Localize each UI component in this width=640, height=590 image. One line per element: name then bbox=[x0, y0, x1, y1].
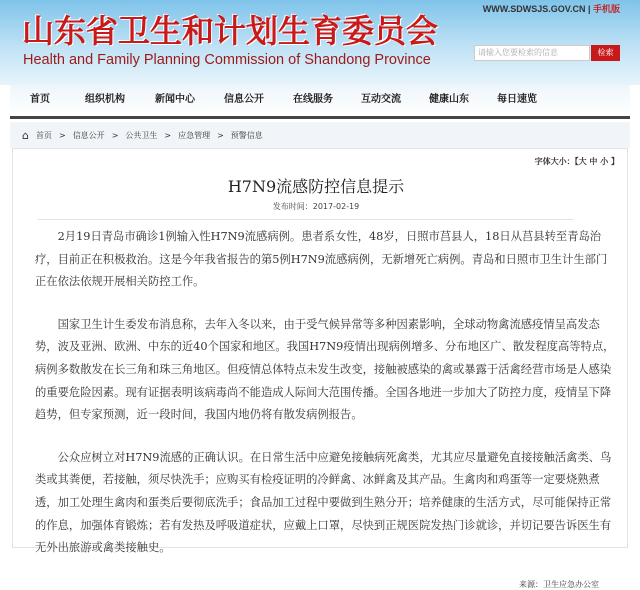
site-url bbox=[483, 4, 620, 15]
nav-daily[interactable]: 每日速览 bbox=[497, 94, 537, 105]
nav-healthy-shandong[interactable]: 健康山东 bbox=[429, 94, 469, 105]
url-text: WWW.SDWSJS.GOV.CN | bbox=[482, 4, 593, 14]
breadcrumb-info-public[interactable]: 信息公开 bbox=[72, 130, 105, 140]
site-header bbox=[0, 0, 640, 85]
site-title: 山东省卫生和计划生育委员会 bbox=[22, 12, 439, 50]
nav-interaction[interactable]: 互动交流 bbox=[361, 94, 401, 105]
breadcrumb-public-health[interactable]: 公共卫生 bbox=[125, 130, 158, 140]
breadcrumb-home[interactable]: 首页 bbox=[35, 130, 52, 140]
article-source: 来源：卫生应急办公室 bbox=[519, 579, 599, 589]
breadcrumb-separator: > bbox=[164, 130, 172, 140]
publish-date: 发布时间：2017-02-19 bbox=[272, 202, 360, 211]
mobile-link[interactable]: 手机版 bbox=[592, 4, 620, 14]
paragraph: 国家卫生计生委发布消息称，去年入冬以来，由于受气候异常等多种因素影响，全球动物禽流感疫情呈高发态势，波及亚洲、欧洲、中东的近40个国家和地区。我国H7N9疫情出现病例增多、分布地区广、散发程度高等特点，病例多数散发在长三角和珠三角地区。但疫情总体特点未发生改变，接触被感染的禽或暴露于活禽经营市场是人感染的重要危险因素。现有证据表明该病毒尚不能造成人际间大范围传播。全国各地进一步加大了防控力度，疫情呈下降趋势，但专家预测，近一段时间，我国内地仍将有散发病例报告。 bbox=[35, 317, 615, 422]
nav-online-service[interactable]: 在线服务 bbox=[293, 94, 333, 105]
paragraph: 公众应树立对H7N9流感的正确认识。在日常生活中应避免接触病死禽类，尤其应尽量避免直接接触活禽类、鸟类或其粪便，若接触，须尽快洗手；应购买有检疫证明的冷鲜禽、冰鲜禽及其产品。生禽肉和鸡蛋等一定要烧熟煮透，加工处理生禽肉和蛋类后要彻底洗手；食品加工过程中要做到生熟分开；培养健康的生活方式，尽可能保持正常的作息，加强体育锻炼；若有发热及呼吸道症状，应戴上口罩，尽快到正规医院发热门诊就诊，并切记要告诉医生有无外出旅游或禽类接触史。 bbox=[35, 450, 612, 555]
breadcrumb bbox=[10, 122, 630, 148]
site-title-en: Health and Family Planning Commission of Shandong Province bbox=[23, 52, 431, 68]
search-button[interactable]: 检索 bbox=[591, 45, 620, 61]
breadcrumb-separator: > bbox=[111, 130, 119, 140]
breadcrumb-separator: > bbox=[217, 130, 224, 140]
breadcrumb-emergency[interactable]: 应急管理 bbox=[178, 130, 211, 140]
nav-info-public[interactable]: 信息公开 bbox=[224, 94, 264, 105]
nav-news[interactable]: 新闻中心 bbox=[155, 94, 195, 105]
paragraph: 2月19日青岛市确诊1例输入性H7N9流感病例。患者系女性，48岁，日照市莒县人，18日从莒县转至青岛治疗，目前正在积极救治。这是今年我省报告的第5例H7N9流感病例，无新增死亡病例。青岛和日照市卫生计生部门正在依法依规开展相关防控工作。 bbox=[35, 230, 608, 289]
font-size-selector[interactable]: 字体大小：【大 中 小 】 bbox=[534, 157, 619, 166]
nav-home[interactable]: 首页 bbox=[30, 94, 50, 105]
search-input[interactable]: 请输入您要检索的信息 bbox=[474, 45, 590, 61]
home-icon: ⌂ bbox=[22, 128, 29, 142]
divider bbox=[38, 219, 574, 220]
nav-organization[interactable]: 组织机构 bbox=[85, 94, 125, 105]
main-nav bbox=[10, 85, 630, 119]
article-body bbox=[35, 226, 615, 560]
breadcrumb-separator: > bbox=[58, 130, 66, 140]
breadcrumb-warning[interactable]: 预警信息 bbox=[230, 130, 263, 140]
article-title: H7N9流感防控信息提示 bbox=[227, 177, 405, 196]
article-card bbox=[12, 148, 628, 589]
